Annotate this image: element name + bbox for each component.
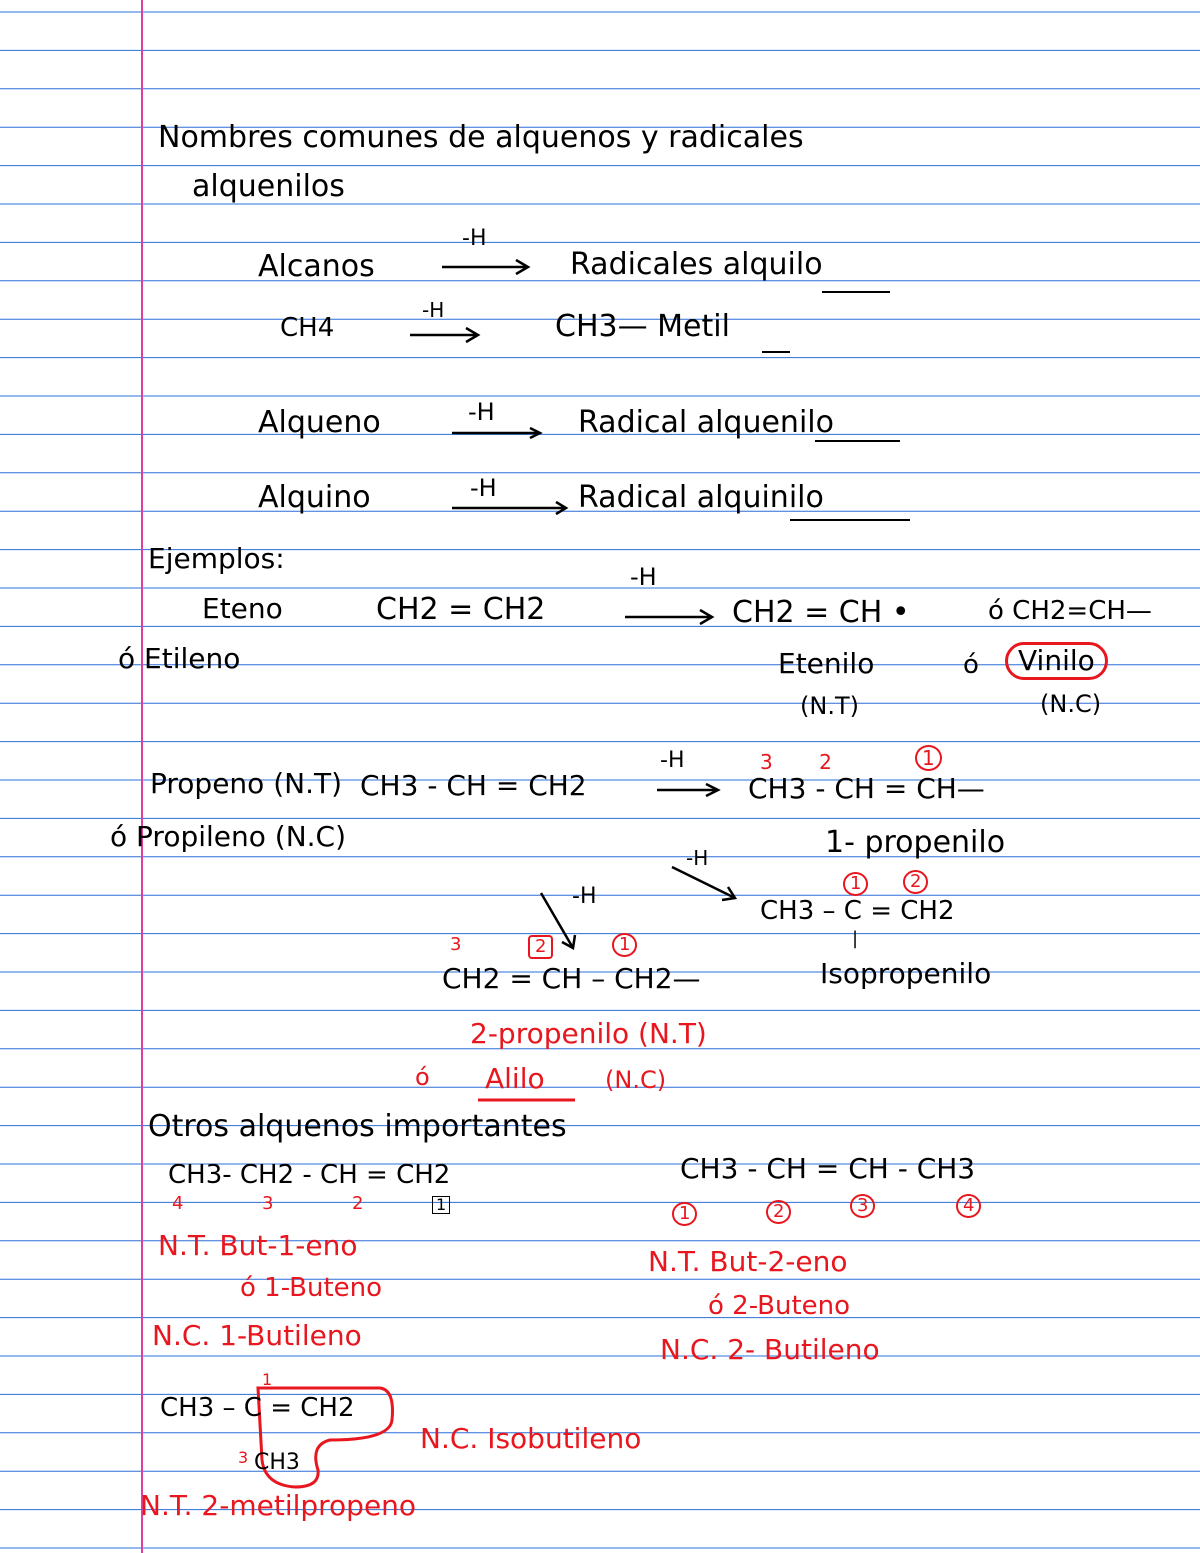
page-title-line2: alquenilos — [192, 169, 345, 204]
propeno-formula: CH3 - CH = CH2 — [360, 769, 587, 802]
carbon-number: 1 — [262, 1370, 273, 1389]
carbon-number-circled: 3 — [850, 1194, 875, 1218]
bond-dash: | — [852, 928, 859, 949]
arrow-alqueno — [452, 428, 540, 438]
eteno-formula: CH2 = CH2 — [376, 592, 546, 627]
isobutileno-nc: N.C. Isobutileno — [420, 1422, 642, 1455]
carbon-number: 3 — [450, 934, 462, 955]
carbon-number-boxed: 2 — [528, 935, 553, 959]
carbon-number: 3 — [238, 1448, 249, 1467]
arrow-alquino — [452, 502, 566, 514]
alt-vinyl-formula: ó CH2=CH— — [988, 596, 1152, 626]
radical-alquinilo-label: Radical alquinilo — [578, 480, 824, 515]
alcanos-label: Alcanos — [258, 249, 375, 284]
ch4-formula: CH4 — [280, 313, 335, 343]
carbon-number: 3 — [262, 1193, 274, 1214]
eteno-name: Eteno — [202, 592, 283, 625]
alilo-name: Alilo — [485, 1062, 545, 1095]
carbon-number-circled: 1 — [672, 1202, 697, 1226]
isopropenilo-name: Isopropenilo — [820, 957, 992, 990]
carbon-number-circled: 1 — [915, 745, 942, 771]
etenilo-formula: CH2 = CH • — [732, 595, 910, 630]
metil-label: CH3— Metil — [555, 309, 730, 344]
o-connector: ó — [963, 650, 979, 680]
arrow-label: -H — [462, 226, 487, 251]
butene1-alt: ó 1-Buteno — [240, 1273, 383, 1303]
nc-tag: (N.C) — [605, 1066, 667, 1094]
2-metilpropeno-nt: N.T. 2-metilpropeno — [140, 1489, 417, 1522]
arrow-label: -H — [422, 298, 445, 322]
otros-heading: Otros alquenos importantes — [148, 1109, 567, 1144]
carbon-number: 2 — [352, 1193, 364, 1214]
arrow-ch4 — [410, 328, 478, 342]
carbon-number-circled: 1 — [843, 872, 868, 896]
arrow-alcanos — [442, 260, 528, 274]
carbon-number-circled: 2 — [903, 870, 928, 894]
carbon-numbers: 3 2 — [760, 750, 832, 774]
carbon-number-circled: 4 — [956, 1194, 981, 1218]
carbon-number-circled: 1 — [612, 933, 637, 957]
isobutylene-formula: CH3 – C = CH2 — [160, 1393, 355, 1423]
methyl-branch: CH3 — [254, 1450, 300, 1475]
butene1-nt: N.T. But-1-eno — [158, 1229, 358, 1262]
arrow-propeno — [657, 784, 718, 796]
radicales-alquilo-label: Radicales alquilo — [570, 247, 823, 282]
butene2-nc: N.C. 2- Butileno — [660, 1333, 880, 1366]
o-connector: ó — [415, 1063, 430, 1091]
butene2-alt: ó 2-Buteno — [708, 1291, 851, 1321]
arrow-label: -H — [468, 398, 495, 426]
carbon-number: 4 — [172, 1193, 184, 1214]
arrow-label: -H — [660, 748, 685, 773]
radical-alquenilo-label: Radical alquenilo — [578, 405, 834, 440]
propenilo-formula: CH3 - CH = CH— — [748, 772, 985, 805]
butene1-nc: N.C. 1-Butileno — [152, 1319, 362, 1352]
butene2-nt: N.T. But-2-eno — [648, 1245, 848, 1278]
propileno-name: ó Propileno (N.C) — [110, 820, 347, 853]
etileno-name: ó Etileno — [118, 642, 241, 675]
butene1-formula: CH3- CH2 - CH = CH2 — [168, 1160, 451, 1190]
arrow-label: -H — [572, 884, 597, 909]
alilo-formula: CH2 = CH – CH2— — [442, 962, 701, 995]
page-title: Nombres comunes de alquenos y radicales — [158, 120, 804, 155]
ejemplos-heading: Ejemplos: — [148, 542, 285, 575]
alqueno-label: Alqueno — [258, 405, 381, 440]
carbon-number-circled: 2 — [766, 1200, 791, 1224]
etenilo-name: Etenilo — [778, 647, 875, 680]
alquino-label: Alquino — [258, 480, 371, 515]
nt-tag: (N.T) — [800, 692, 859, 720]
isopropenilo-formula: CH3 – C = CH2 — [760, 896, 955, 926]
vinilo-name: Vinilo — [1005, 642, 1108, 680]
arrow-label: -H — [470, 474, 497, 502]
butene2-formula: CH3 - CH = CH - CH3 — [680, 1152, 976, 1185]
carbon-number-boxed: 1 — [432, 1196, 450, 1214]
arrow-label: -H — [630, 563, 657, 591]
arrow-label: -H — [686, 846, 709, 870]
1-propenilo-name: 1- propenilo — [825, 825, 1006, 860]
nc-tag: (N.C) — [1040, 690, 1102, 718]
2-propenilo-name: 2-propenilo (N.T) — [470, 1017, 707, 1050]
arrow-eteno — [625, 610, 712, 624]
propeno-name: Propeno (N.T) — [150, 767, 342, 800]
